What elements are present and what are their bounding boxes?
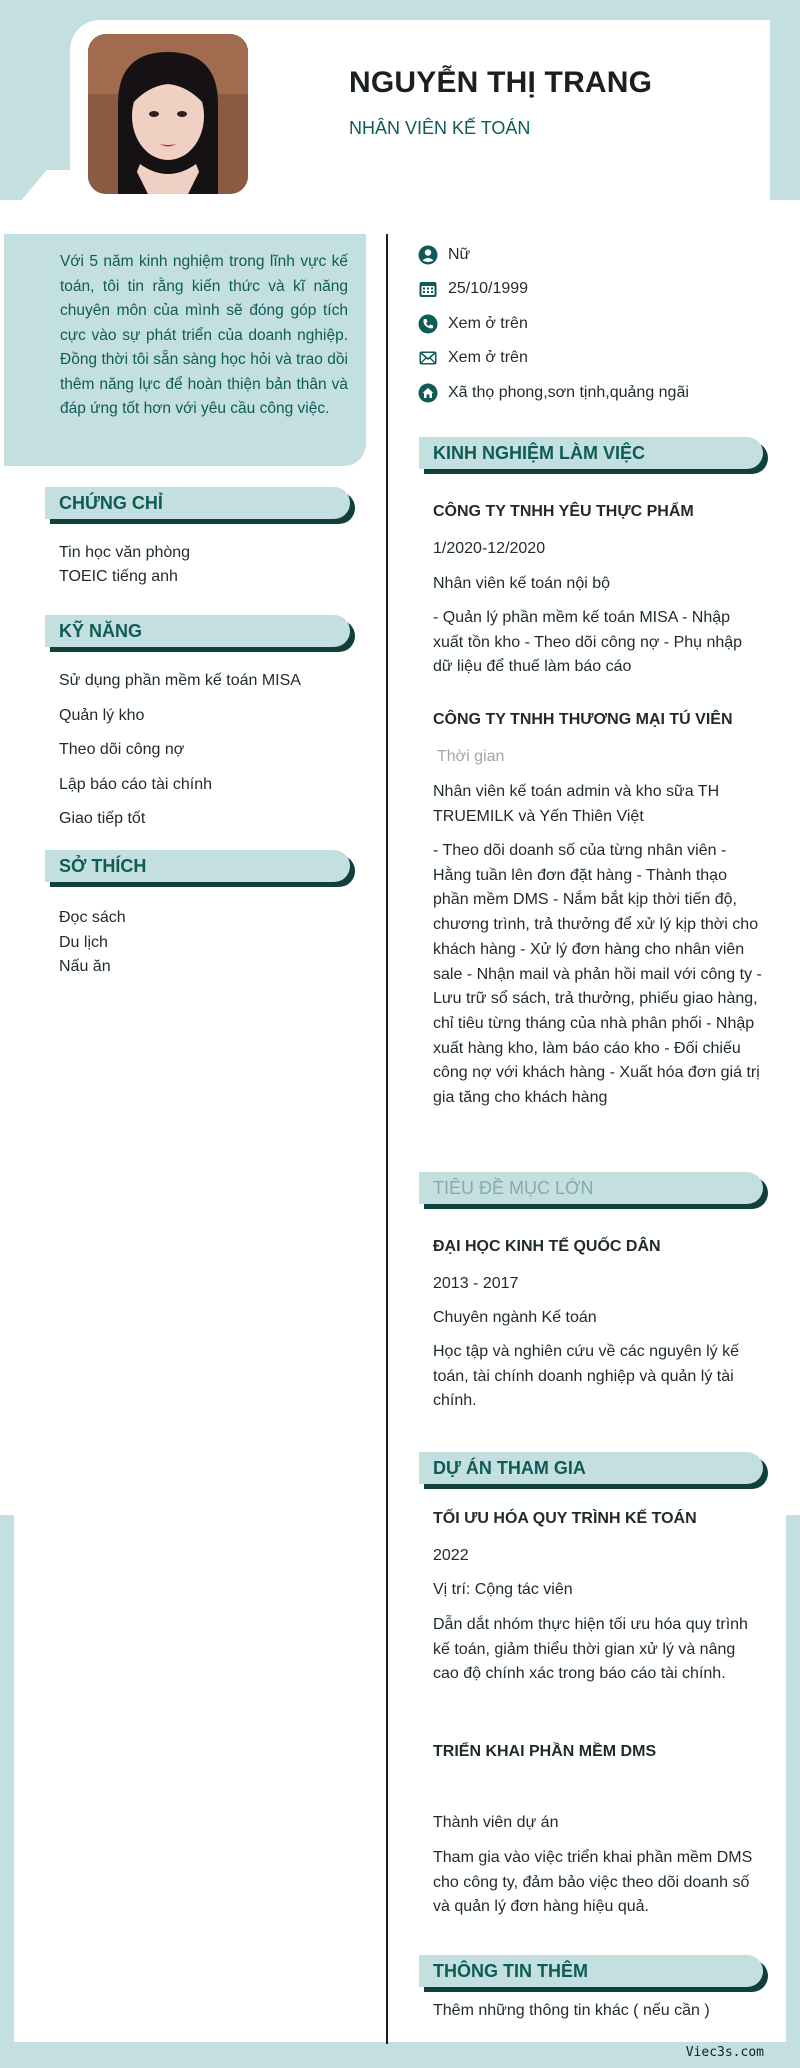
info-gender	[418, 243, 470, 267]
info-dob	[418, 277, 528, 301]
projects-heading: DỰ ÁN THAM GIA	[419, 1452, 763, 1484]
job-description: - Theo dõi doanh số của từng nhân viên - Hằng tuần lên đơn đặt hàng - Thành thạo phần mềm DMS - Nắm bắt kịp thời tiến độ, chương trình, trả thưởng để xử lý kịp thời cho khách hàng - Xử lý đơn hàng cho nhân viên sale - Nhận mail và phản hồi mail với công ty - Lưu trữ sổ sách, trả thưởng, phiếu giao hàng, chỉ tiêu từng tháng của nhà phân phối - Nhập xuất hàng kho, làm báo cáo kho - Đối chiếu công nợ với khách hàng - Xuất hóa đơn giá trị gia tăng cho khách hàng	[433, 842, 762, 1107]
education-major: Chuyên ngành Kế toán	[433, 1309, 597, 1326]
column-divider	[386, 234, 388, 2044]
certificates-heading: CHỨNG CHỈ	[45, 487, 350, 519]
list-item: Quản lý kho	[59, 706, 145, 724]
list-item: Du lịch	[59, 933, 108, 951]
address-value: Xã thọ phong,sơn tịnh,quảng ngãi	[448, 384, 689, 401]
summary-box	[4, 234, 366, 466]
job-company: CÔNG TY TNHH THƯƠNG MẠI TÚ VIÊN	[433, 711, 733, 728]
list-item: Lập báo cáo tài chính	[59, 775, 213, 793]
education-heading: TIÊU ĐỀ MỤC LỚN	[419, 1172, 763, 1204]
summary-text: Với 5 năm kinh nghiệm trong lĩnh vực kế toán, tôi tin rằng kiến thức và kĩ năng chuyên môn của mình sẽ đóng góp tích cực vào sự phát triển của doanh nghiệp. Đồng thời tôi sẵn sàng học hỏi và trao dồi thêm năng lực để hoàn thiện bản thân và đáp ứng tốt hơn với yêu cầu công việc.	[60, 253, 348, 417]
project-name: TRIỂN KHAI PHẦN MỀM DMS	[433, 1743, 657, 1760]
education-school: ĐẠI HỌC KINH TẾ QUỐC DÂN	[433, 1238, 661, 1255]
job-company: CÔNG TY TNHH YÊU THỰC PHẨM	[433, 503, 694, 520]
info-email	[418, 346, 528, 370]
project-description: Dẫn dắt nhóm thực hiện tối ưu hóa quy trình kế toán, giảm thiểu thời gian xử lý và nâng cao độ chính xác trong báo cáo tài chính.	[433, 1616, 748, 1683]
project-role: Thành viên dự án	[433, 1814, 559, 1831]
job-period: 1/2020-12/2020	[433, 540, 546, 557]
calendar-icon	[418, 279, 438, 299]
candidate-title: NHÂN VIÊN KẾ TOÁN	[349, 118, 531, 138]
watermark: Viec3s.com	[685, 2045, 764, 2060]
hobbies-heading: SỞ THÍCH	[45, 850, 350, 882]
avatar-photo	[88, 34, 248, 194]
experience-heading: KINH NGHIỆM LÀM VIỆC	[419, 437, 763, 469]
education-period: 2013 - 2017	[433, 1275, 519, 1292]
education-description: Học tập và nghiên cứu về các nguyên lý kế toán, tài chính doanh nghiệp và quản lý tài chính.	[433, 1343, 739, 1410]
info-address	[418, 381, 689, 405]
list-item: Giao tiếp tốt	[59, 810, 146, 827]
job-description: - Quản lý phần mềm kế toán MISA - Nhập xuất tồn kho - Theo dõi công nợ - Phụ nhập dữ liệu để thuế làm báo cáo	[433, 609, 743, 676]
skills-list	[59, 672, 301, 845]
candidate-name: NGUYỄN THỊ TRANG	[349, 66, 653, 99]
hobbies-list	[59, 909, 126, 983]
additional-text: Thêm những thông tin khác ( nếu cần )	[433, 2002, 710, 2019]
info-phone	[418, 312, 528, 336]
avatar	[88, 34, 248, 194]
job-position: Nhân viên kế toán admin và kho sữa TH TRUEMILK và Yến Thiên Việt	[433, 783, 720, 825]
project-year: 2022	[433, 1547, 469, 1564]
list-item: Tin học văn phòng	[59, 544, 191, 561]
additional-heading: THÔNG TIN THÊM	[419, 1955, 763, 1987]
project-role: Vị trí: Cộng tác viên	[433, 1581, 573, 1598]
email-value: Xem ở trên	[448, 349, 528, 366]
email-icon	[418, 348, 438, 368]
certificates-list	[59, 544, 190, 592]
list-item: Đọc sách	[59, 909, 126, 926]
phone-icon	[418, 314, 438, 334]
job-position: Nhân viên kế toán nội bộ	[433, 575, 611, 592]
project-description: Tham gia vào việc triển khai phần mềm DMS cho công ty, đảm bảo việc theo dõi doanh số và quản lý đơn hàng hiệu quả.	[433, 1849, 753, 1916]
project-name: TỐI ƯU HÓA QUY TRÌNH KẾ TOÁN	[433, 1510, 697, 1527]
home-icon	[418, 383, 438, 403]
list-item: TOEIC tiếng anh	[59, 568, 178, 585]
user-icon	[418, 245, 438, 265]
list-item: Nấu ăn	[59, 958, 111, 975]
list-item: Sử dụng phần mềm kế toán MISA	[59, 672, 301, 689]
phone-value: Xem ở trên	[448, 315, 528, 332]
dob-value: 25/10/1999	[448, 280, 529, 297]
skills-heading: KỸ NĂNG	[45, 615, 350, 647]
list-item: Theo dõi công nợ	[59, 741, 185, 758]
job-period: Thời gian	[437, 748, 505, 765]
gender-value: Nữ	[448, 246, 471, 263]
